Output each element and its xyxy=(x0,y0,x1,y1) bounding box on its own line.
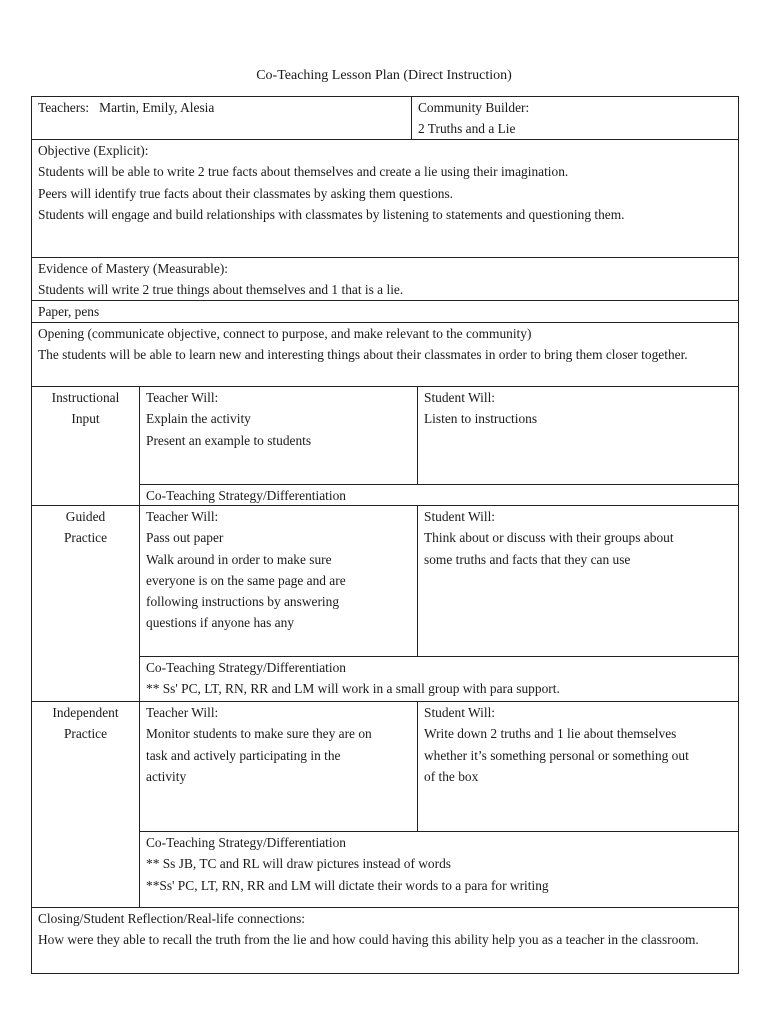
page-title: Co-Teaching Lesson Plan (Direct Instruction) xyxy=(256,68,512,83)
teachers-label: Teachers: xyxy=(38,100,90,115)
guided-practice-label xyxy=(31,505,140,702)
community-builder-cell xyxy=(411,96,739,140)
teacher-will-line: activity xyxy=(146,768,187,784)
closing-text: How were they able to recall the truth from the lie and how could having this ability help you as a teacher in the classroom. xyxy=(38,932,699,948)
teacher-will-line: Walk around in order to make sure xyxy=(146,551,332,567)
guided-practice-teacher-cell xyxy=(139,505,418,657)
guided-practice-student-cell xyxy=(417,505,739,657)
independent-practice-label-line: Practice xyxy=(63,726,108,742)
student-will-line: Write down 2 truths and 1 lie about themselves xyxy=(424,726,677,742)
teachers-line xyxy=(38,97,411,118)
evidence-label: Evidence of Mastery (Measurable): xyxy=(38,261,228,276)
objective-cell xyxy=(31,139,739,258)
teacher-will-line: everyone is on the same page and are xyxy=(146,572,346,588)
independent-practice-teacher-cell xyxy=(139,701,418,832)
strategy-label: Co-Teaching Strategy/Differentiation xyxy=(146,488,346,503)
student-will-label: Student Will: xyxy=(424,509,496,524)
strategy-label: Co-Teaching Strategy/Differentiation xyxy=(146,835,346,850)
materials-text: Paper, pens xyxy=(38,304,100,319)
evidence-cell xyxy=(31,257,739,301)
instructional-input-label xyxy=(31,386,140,506)
teachers-names: Martin, Emily, Alesia xyxy=(99,100,215,115)
instructional-input-teacher-cell xyxy=(139,386,418,485)
strategy-line: **Ss' PC, LT, RN, RR and LM will dictate their words to a para for writing xyxy=(146,877,549,893)
teacher-will-line: Pass out paper xyxy=(146,530,224,546)
instructional-input-student-cell xyxy=(417,386,739,485)
instructional-input-label-line: Instructional xyxy=(51,390,120,405)
teachers-cell xyxy=(31,96,412,140)
teacher-will-line: task and actively participating in the xyxy=(146,747,341,763)
strategy-line: ** Ss' PC, LT, RN, RR and LM will work in a small group with para support. xyxy=(146,681,560,697)
teacher-will-line: Explain the activity xyxy=(146,411,251,427)
closing-cell xyxy=(31,907,739,974)
evidence-text: Students will write 2 true things about themselves and 1 that is a lie. xyxy=(38,282,404,298)
opening-cell xyxy=(31,322,739,387)
student-will-line: Listen to instructions xyxy=(424,411,538,427)
guided-practice-label-line: Guided xyxy=(65,509,106,524)
teacher-will-line: following instructions by answering xyxy=(146,594,340,610)
opening-text: The students will be able to learn new and interesting things about their classmates in order to bring them closer together. xyxy=(38,347,688,363)
student-will-label: Student Will: xyxy=(424,390,496,405)
teacher-will-label: Teacher Will: xyxy=(146,390,219,405)
teacher-will-line: questions if anyone has any xyxy=(146,615,295,631)
instructional-input-strategy-cell xyxy=(139,484,739,506)
objective-label: Objective (Explicit): xyxy=(38,143,149,158)
student-will-line: Think about or discuss with their groups about xyxy=(424,530,674,546)
teacher-will-line: Monitor students to make sure they are on xyxy=(146,726,372,742)
student-will-line: some truths and facts that they can use xyxy=(424,551,631,567)
objective-line: Students will be able to write 2 true facts about themselves and create a lie using their imagination. xyxy=(38,164,569,180)
teacher-will-label: Teacher Will: xyxy=(146,705,219,720)
closing-label: Closing/Student Reflection/Real-life connections: xyxy=(38,911,306,926)
independent-practice-label xyxy=(31,701,140,908)
opening-label: Opening (communicate objective, connect to purpose, and make relevant to the community) xyxy=(38,326,532,341)
objective-line: Peers will identify true facts about their classmates by asking them questions. xyxy=(38,185,454,201)
objective-line: Students will engage and build relationships with classmates by listening to statements and questioning them. xyxy=(38,206,625,222)
guided-practice-strategy-cell xyxy=(139,656,739,702)
independent-practice-label-line: Independent xyxy=(52,705,119,720)
community-builder-label: Community Builder: xyxy=(418,100,530,115)
strategy-line: ** Ss JB, TC and RL will draw pictures instead of words xyxy=(146,856,451,872)
student-will-line: of the box xyxy=(424,768,479,784)
student-will-label: Student Will: xyxy=(424,705,496,720)
guided-practice-label-line: Practice xyxy=(63,530,108,546)
student-will-line: whether it’s something personal or something out xyxy=(424,747,689,763)
independent-practice-strategy-cell xyxy=(139,831,739,908)
strategy-label: Co-Teaching Strategy/Differentiation xyxy=(146,660,346,675)
independent-practice-student-cell xyxy=(417,701,739,832)
teacher-will-line: Present an example to students xyxy=(146,432,312,448)
instructional-input-label-line: Input xyxy=(71,411,100,427)
materials-cell xyxy=(31,300,739,323)
teacher-will-label: Teacher Will: xyxy=(146,509,219,524)
community-builder-value: 2 Truths and a Lie xyxy=(418,121,516,137)
